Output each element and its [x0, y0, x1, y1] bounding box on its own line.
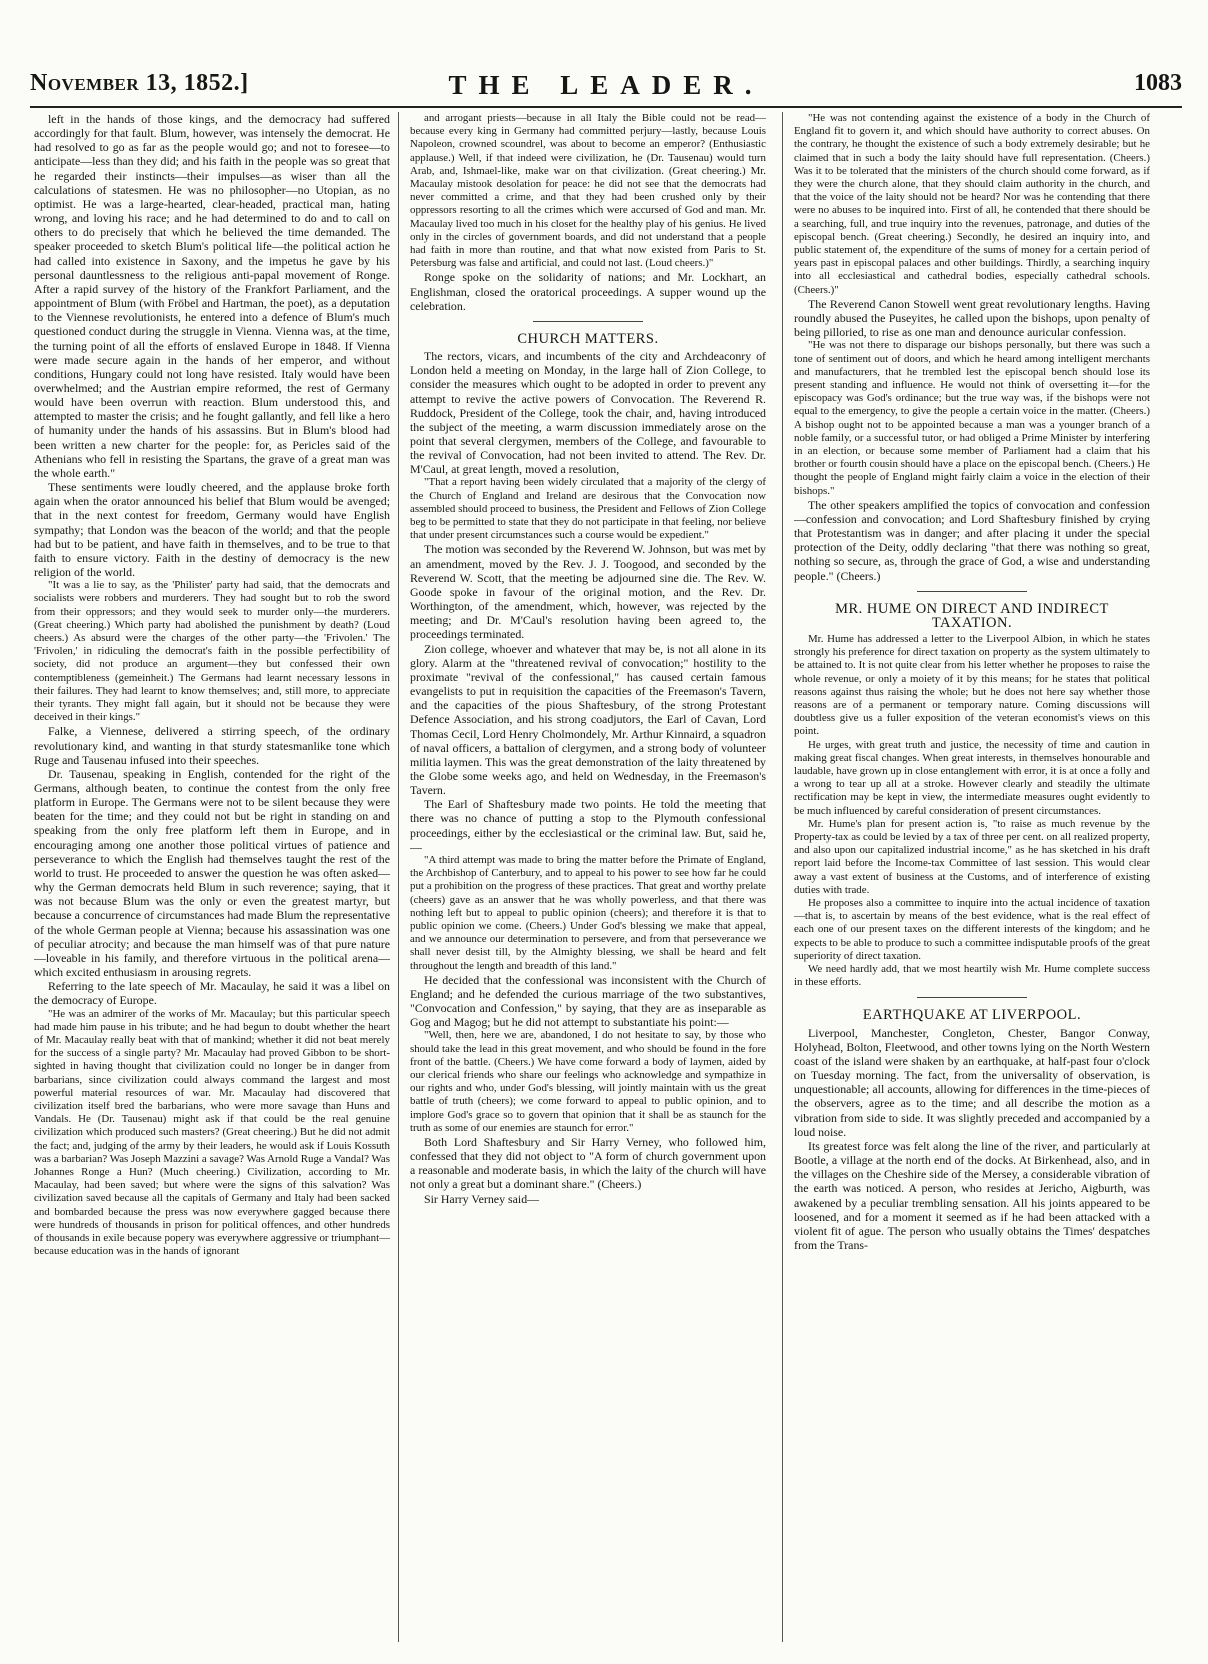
quoted-paragraph: "He was not contending against the existence of a body in the Church of England fit to govern it, and which should have authority to correct abuses. On the contrary, he thought the existence of such a body extremely desirable; but he claimed that in such a body the laity should have full representation. (Cheers.) Was it to be tolerated that the ministers of the church should come forward, as if they were the church alone, that they should claim authority in the church, and that the voice of the laity should not be heard? Nor was he contending that there were no abuses to be inquired into. First of all, he contended that there should be a searching, full, and true inquiry into the revenues, patronage, and duties of the episcopal bench. (Great cheering.) Secondly, he desired an inquiry into, and public statement of, the expenditure of the sums of money for a certain period of years past in episcopal palaces and other buildings. Thirdly, a searching inquiry into all ecclesiastical and cathedral bodies, especially cathedral schools. (Cheers.)": [794, 112, 1150, 296]
quoted-paragraph: Mr. Hume's plan for present action is, "to raise as much revenue by the Property-tax as could be levied by a tax of three per cent. on all realized property, and also upon our capitalized industrial income," as he has sketched in his draft report laid before the Income-tax Committee of last session. This would clear away a vast extent of business at the Customs, and of interference of existing duties with trade.: [794, 817, 1150, 896]
quoted-paragraph: He proposes also a committee to inquire into the actual incidence of taxation—that is, to ascertain by means of the best evidence, what is the real effect of each one of our present taxes on the different interests of the kingdom; and he expects to be able to produce to such a committee indisputable proofs of the great superiority of direct taxation.: [794, 897, 1150, 962]
column-divider: [782, 112, 783, 1642]
quoted-paragraph: "Well, then, here we are, abandoned, I do not hesitate to say, by those who should take the lead in this great movement, and who should be found in the fore front of the battle. (Cheers.) We have come forward a body of laymen, aided by our clerical friends who share our feelings who acknowledge and sympathize in our rights and who, under God's blessing, will jointly maintain with us the great battle of truth (cheers); we come forward to appeal to public opinion, and to implore God's grace so to govern that opinion that it shall be as staunch for the truth as some of our enemies are staunch for error.": [410, 1029, 766, 1134]
column-divider: [398, 112, 399, 1642]
paragraph: Dr. Tausenau, speaking in English, contended for the right of the Germans, although beaten, to continue the contest from the only free platform in Europe. The Germans were not to be silent because they were beaten for the time; and they could not but be right in standing on and speaking from the only free platform left them in Europe, and in encouraging among one another those political virtues of patience and perseverance to which the English had themselves taught the rest of the world to trust. He proceeded to answer the question he was often asked—why the German democrats held Blum in such reverence; saying, that it was not because Blum was the only or even the greatest martyr, but because a concurrence of circumstances had made Blum the representative of the whole German people at Vienna; because his assassination was one of peculiar atrocity; and because the man himself was of that pure nature—loveable in his family, and therefore virtuous in the political arena—which excited enthusiasm in arousing regrets.: [34, 766, 390, 980]
paragraph: Falke, a Viennese, delivered a stirring speech, of the ordinary revolutionary kind, and wanting in that sturdy statesmanlike tone which Ruge and Tausenau infused into their speeches.: [34, 724, 390, 767]
paragraph: left in the hands of those kings, and the democracy had suffered accordingly for that fault. Blum, however, was intensely the democrat. He had resolved to go as far as the people would go; and not to foresee—to anticipate—less than they did; and his faith in the people was so great that he regarded their instincts—their impulses—as wiser than all the calculations of statesmen. He was no philosopher—no Utopian, as no optimist. He was a large-hearted, clear-headed, practical man, hating wrong, and loving his race; and he had determined to do and to call on others to do precisely that which he believed the time demanded. The speaker proceeded to sketch Blum's political life—the political action he had called into existence in Saxony, and the impetus he gave by his personal dauntlessness to the religious anti-papal movement of Ronge. After a rapid survey of the history of the Frankfort Parliament, and the appointment of Blum (with Fröbel and Hartman, the poet), as a deputation to the Viennese revolutionists, he entered into a defence of Blum's much questioned conduct during the struggle in Vienna. Vienna was, at the time, the turning point of all the efforts of enslaved Europe in 1848. If Vienna were made secure again in the hands of her emperor, and without conditions, Hungary could not long have resisted. Italy would have been overwhelmed; and the Austrian empire reformed, the rest of Germany would have been overrun with reaction. Blum understood this, and attempted to master the crisis; and he fought gallantly, and fell like a hero of humanity under the hands of his assassins. But in Blum's blood had been written a new charter for the people: for, as Pericles said of the Athenians who fell in resisting the Spartans, the grave of a great man was the whole earth.": [34, 112, 390, 480]
quoted-paragraph: "He was not there to disparage our bishops personally, but there was such a tone of sentiment out of doors, and which he heard among intelligent merchants and manufacturers, that he trembled lest the episcopal bench should lose its present standing and influence. He would not think of oversetting it—for the episcopacy was God's ordinance; but the true way was, if the bishops were not equal to the emergency, to give the people a certain voice in the matter. (Cheers.) A bishop ought not to be appointed because a man was a younger branch of a noble family, or a successful tutor, or had obliged a Prime Minister by interfering in an election, or because some member of Parliament had a claim that his brother or fourth cousin should have a place on the episcopal bench. (Cheers.) He thought the people of England might fairly claim a voice in the election of their bishops.": [794, 339, 1150, 497]
issue-date: November 13, 1852.]: [30, 70, 249, 96]
section-rule: [917, 997, 1027, 998]
quoted-paragraph: "He was an admirer of the works of Mr. Macaulay; but this particular speech had made him pause in his tribute; and he had begun to doubt whether the heart of Mr. Macaulay really beat with that of mankind; whether it did not beat merely for the success of a single party? Mr. Macaulay had proved Gibbon to be short-sighted in having thought that civilization could no longer be in danger from barbarians, since civilization could always command the largest and most powerful material resources of war. Mr. Macaulay had discovered that civilization itself bred the barbarians, who were more savage than Huns and Vandals. He (Dr. Tausenau) might ask if that could be the real genuine civilization which produced such masters? (Great cheering.) But he did not admit the fact; and, judging of the army by their leaders, he would ask if Louis Kossuth was a barbarian? Was Joseph Mazzini a savage? Was Arnold Ruge a Vandal? Was Johannes Ronge a Hun? (Much cheering.) Civilization, according to Mr. Macaulay, had been saved; but where were the signs of this salvation? Was civilization saved because all the capitals of Germany and Italy had been sacked and bombarded because the press was now everywhere gagged because there were hundreds of thousands in prison for political offences, and other hundreds of thousands in exile because popery was everywhere aggressive or triumphant—because education was in the hands of ignorant: [34, 1007, 390, 1258]
paragraph: The Reverend Canon Stowell went great revolutionary lengths. Having roundly abused the Puseyites, he called upon the bishops, upon penalty of being pilloried, to rise as one man and denounce auricular confession.: [794, 296, 1150, 340]
quoted-paragraph: Mr. Hume has addressed a letter to the Liverpool Albion, in which he states strongly his preference for direct taxation on property as the system ultimately to be attained to. It is not quite clear from his letter whether he proposes to raise the whole revenue, or only a moiety of it by this means; for he states that political reasons against thus raising the whole; but he does not here say whether those reasons are of a permanent or temporary nature. Coming discussions will doubtless give us a fuller exposition of the veteran economist's views on this point.: [794, 633, 1150, 738]
section-rule: [917, 591, 1027, 592]
section-heading: CHURCH MATTERS.: [517, 330, 659, 347]
section-rule: [533, 321, 643, 322]
paragraph: These sentiments were loudly cheered, and the applause broke forth again when the orator announced his belief that Blum would be avenged; that in the next contest for freedom, Germany would have English sympathy; that London was the beacon of the world; and that the people had but to be patient, and have faith in themselves, and to be true to that faith to ensure victory. Faith in the destiny of democracy is the new religion of the world.: [34, 480, 390, 579]
column-2: [410, 112, 766, 1652]
quoted-paragraph: and arrogant priests—because in all Italy the Bible could not be read—because every king in Germany had committed perjury—lastly, because Louis Napoleon, crowned scoundrel, was about to become an emperor? (Enthusiastic applause.) Well, if that indeed were civilization, he (Dr. Tausenau) would turn Arab, and, Ishmael-like, make war on that civilization. (Great cheering.) Mr. Macaulay mistook desolation for peace: he did not see that the democrats had never committed a crime, and that they had been crushed only by their oppressors resorting to all the crimes which were accursed of God and man. Mr. Macaulay lived too much in his closet for the healthy play of his genius. He lived only in the circles of government boards, and did not understand that a people had faith in more than routine, and that what now existed from Paris to St. Petersburg was false and artificial, and could not last. (Loud cheers.)": [410, 112, 766, 270]
paragraph: Ronge spoke on the solidarity of nations; and Mr. Lockhart, an Englishman, closed the oratorical proceedings. A supper wound up the celebration.: [410, 270, 766, 313]
paragraph: Its greatest force was felt along the line of the river, and particularly at Bootle, a village at the north end of the docks. At Birkenhead, also, and in the villages on the Cheshire side of the Mersey, a considerable vibration of the earth was noticed. A person, who resides at Jericho, Aigburth, was awakened by a peculiar trembling sensation. All his joints appeared to be loosened, and for a moment it seemed as if he had been attacked with a violent fit of ague. The person who usually obtains the Times' despatches from the Trans-: [794, 1138, 1150, 1252]
column-3: [794, 112, 1150, 1652]
paragraph: Liverpool, Manchester, Congleton, Chester, Bangor Conway, Holyhead, Bolton, Fleetwood, and other towns lying on the North Western coast of the island were shaken by an earthquake, at half-past four o'clock on Tuesday morning. The fact, from the universality of observation, is unquestionable; all accounts, allowing for differences in the time-pieces of the observers, agree as to the time; and all describe the motion as a vibration from side to side. It was slightly preceded and accompanied by a loud noise.: [794, 1025, 1150, 1139]
paragraph: The other speakers amplified the topics of convocation and confession—confession and convocation; and Lord Shaftesbury finished by crying that Protestantism was in danger; and after placing it under the special protection of the Deity, oddly declaring "that there was nothing so great, nothing so secure, as, through the grace of God, a wise and understanding people." (Cheers.): [794, 497, 1150, 583]
paragraph: The motion was seconded by the Reverend W. Johnson, but was met by an amendment, moved by the Rev. J. J. Toogood, and seconded by the Reverend W. Scott, that the meeting be adjourned sine die. The Rev. W. Goode spoke in favour of the original motion, and the Rev. Dr. Worthington, of the amendment, which, however, was rejected by the meeting; and Dr. M'Caul's resolution having been agreed to, the proceedings terminated.: [410, 542, 766, 642]
paragraph: Zion college, whoever and whatever that may be, is not all alone in its glory. Alarm at the "threatened revival of convocation;" hostility to the proximate "revival of the confessional," has caused certain famous evangelists to put in requisition the capacities of the Freemason's Tavern, and the capacities of the pious Shaftesbury, of the strong Protestant Defence Association, and his strong coadjutors, the Earl of Cavan, Lord Thomas Cecil, Lord Henry Cholmondely, Mr. Arthur Kinnaird, a squadron of naval officers, a battalion of clergymen, and a strong body of volunteer militia laymen. This was the great demonstration of the laity threatened by the Globe some weeks ago, and held on Wednesday, in the Freemason's Tavern.: [410, 641, 766, 798]
quoted-paragraph: "That a report having been widely circulated that a majority of the clergy of the Church of England and Ireland are desirous that the Convocation now assembled should proceed to business, the President and Fellows of Zion College beg to be permitted to state that they do not participate in that feeling, nor believe that under present circumstances such a course would be expedient.": [410, 476, 766, 542]
column-1: [34, 112, 390, 1652]
masthead: [30, 70, 1182, 104]
quoted-paragraph: "A third attempt was made to bring the matter before the Primate of England, the Archbishop of Canterbury, and to appeal to his power to see how far he could put a prohibition on the progress of these practices. That great and worthy prelate (cheers) gave as an answer that he was wholly powerless, and that there was nothing left but to appeal to public opinion (cheers); and therefore it is that to public opinion we come. (Cheers.) Under God's blessing we make that appeal, and we announce our determination to persevere, and from that perseverance we shall never desist till, by the Almighty blessing, we shall be heard and felt throughout the length and breadth of this land.": [410, 853, 766, 972]
paragraph: The Earl of Shaftesbury made two points. He told the meeting that there was no chance of putting a stop to the Plymouth confessional proceedings, either by the ecclesiastical or the criminal law. But, said he,—: [410, 797, 766, 854]
section-heading: MR. HUME ON DIRECT AND INDIRECT TAXATION.: [835, 600, 1109, 631]
quoted-paragraph: He urges, with great truth and justice, the necessity of time and caution in making great fiscal changes. When great interests, in themselves honourable and laudable, have grown up in close entanglement with error, it is at once a folly and a wrong to tear up all at a stroke. However clearly and steadily the ultimate rectification may be kept in view, the intermediate measures ought evidently to be much influenced by careful consideration of present circumstances.: [794, 738, 1150, 817]
page-number: 1083: [1134, 70, 1182, 96]
paragraph: Sir Harry Verney said—: [424, 1191, 540, 1206]
newspaper-title: THE LEADER.: [448, 70, 764, 100]
paragraph: Referring to the late speech of Mr. Macaulay, he said it was a libel on the democracy of Europe.: [34, 979, 390, 1008]
paragraph: He decided that the confessional was inconsistent with the Church of England; and he defended the curious marriage of the two substantives, "Convocation and Confession," by saying, that they are as inseparable as Gog and Magog; but he did not attempt to substantiate his point:—: [410, 972, 766, 1030]
header-rule: [30, 106, 1182, 108]
section-heading: EARTHQUAKE AT LIVERPOOL.: [862, 1007, 1082, 1024]
quoted-paragraph: We need hardly add, that we most heartily wish Mr. Hume complete success in these efforts.: [794, 963, 1150, 989]
paragraph: The rectors, vicars, and incumbents of the city and Archdeaconry of London held a meeting on Monday, in the large hall of Zion College, to consider the measures which ought to be adopted in order to prevent any attempt to revive the active powers of Convocation. The Reverend R. Ruddock, President of the College, took the chair, and, having introduced the subject of the meeting, a warm discussion immediately arose on the point that several clergymen, members of the College, and favourable to the revival of Convocation, had not been invited to attend. The Rev. Dr. M'Caul, at great length, moved a resolution,: [410, 349, 766, 477]
quoted-paragraph: "It was a lie to say, as the 'Philister' party had said, that the democrats and socialists were robbers and murderers. They had sought but to rob the sword from their oppressors; and they would seek to murder only—the murderers. (Great cheering.) Which party had abolished the punishment by death? (Loud cheers.) As absurd were the charges of the other party—the 'Frivolen.' The 'Frivolen,' in ridiculing the democrat's faith in the possible perfectibility of society, did not produce an argument—they but confessed their own contemptibleness (gemeinheit.) The Germans had learnt necessary lessons in their failures. They had learnt to know themselves; and, still more, to appreciate their tyrants. They might fall again, but it should not be because they were deceived in their kings.": [34, 579, 390, 724]
paragraph: Both Lord Shaftesbury and Sir Harry Verney, who followed him, confessed that they did not object to "A form of church government upon a reasonable and moderate basis, in which the laity of the church will have not only a great but a dominant share." (Cheers.): [410, 1135, 766, 1192]
